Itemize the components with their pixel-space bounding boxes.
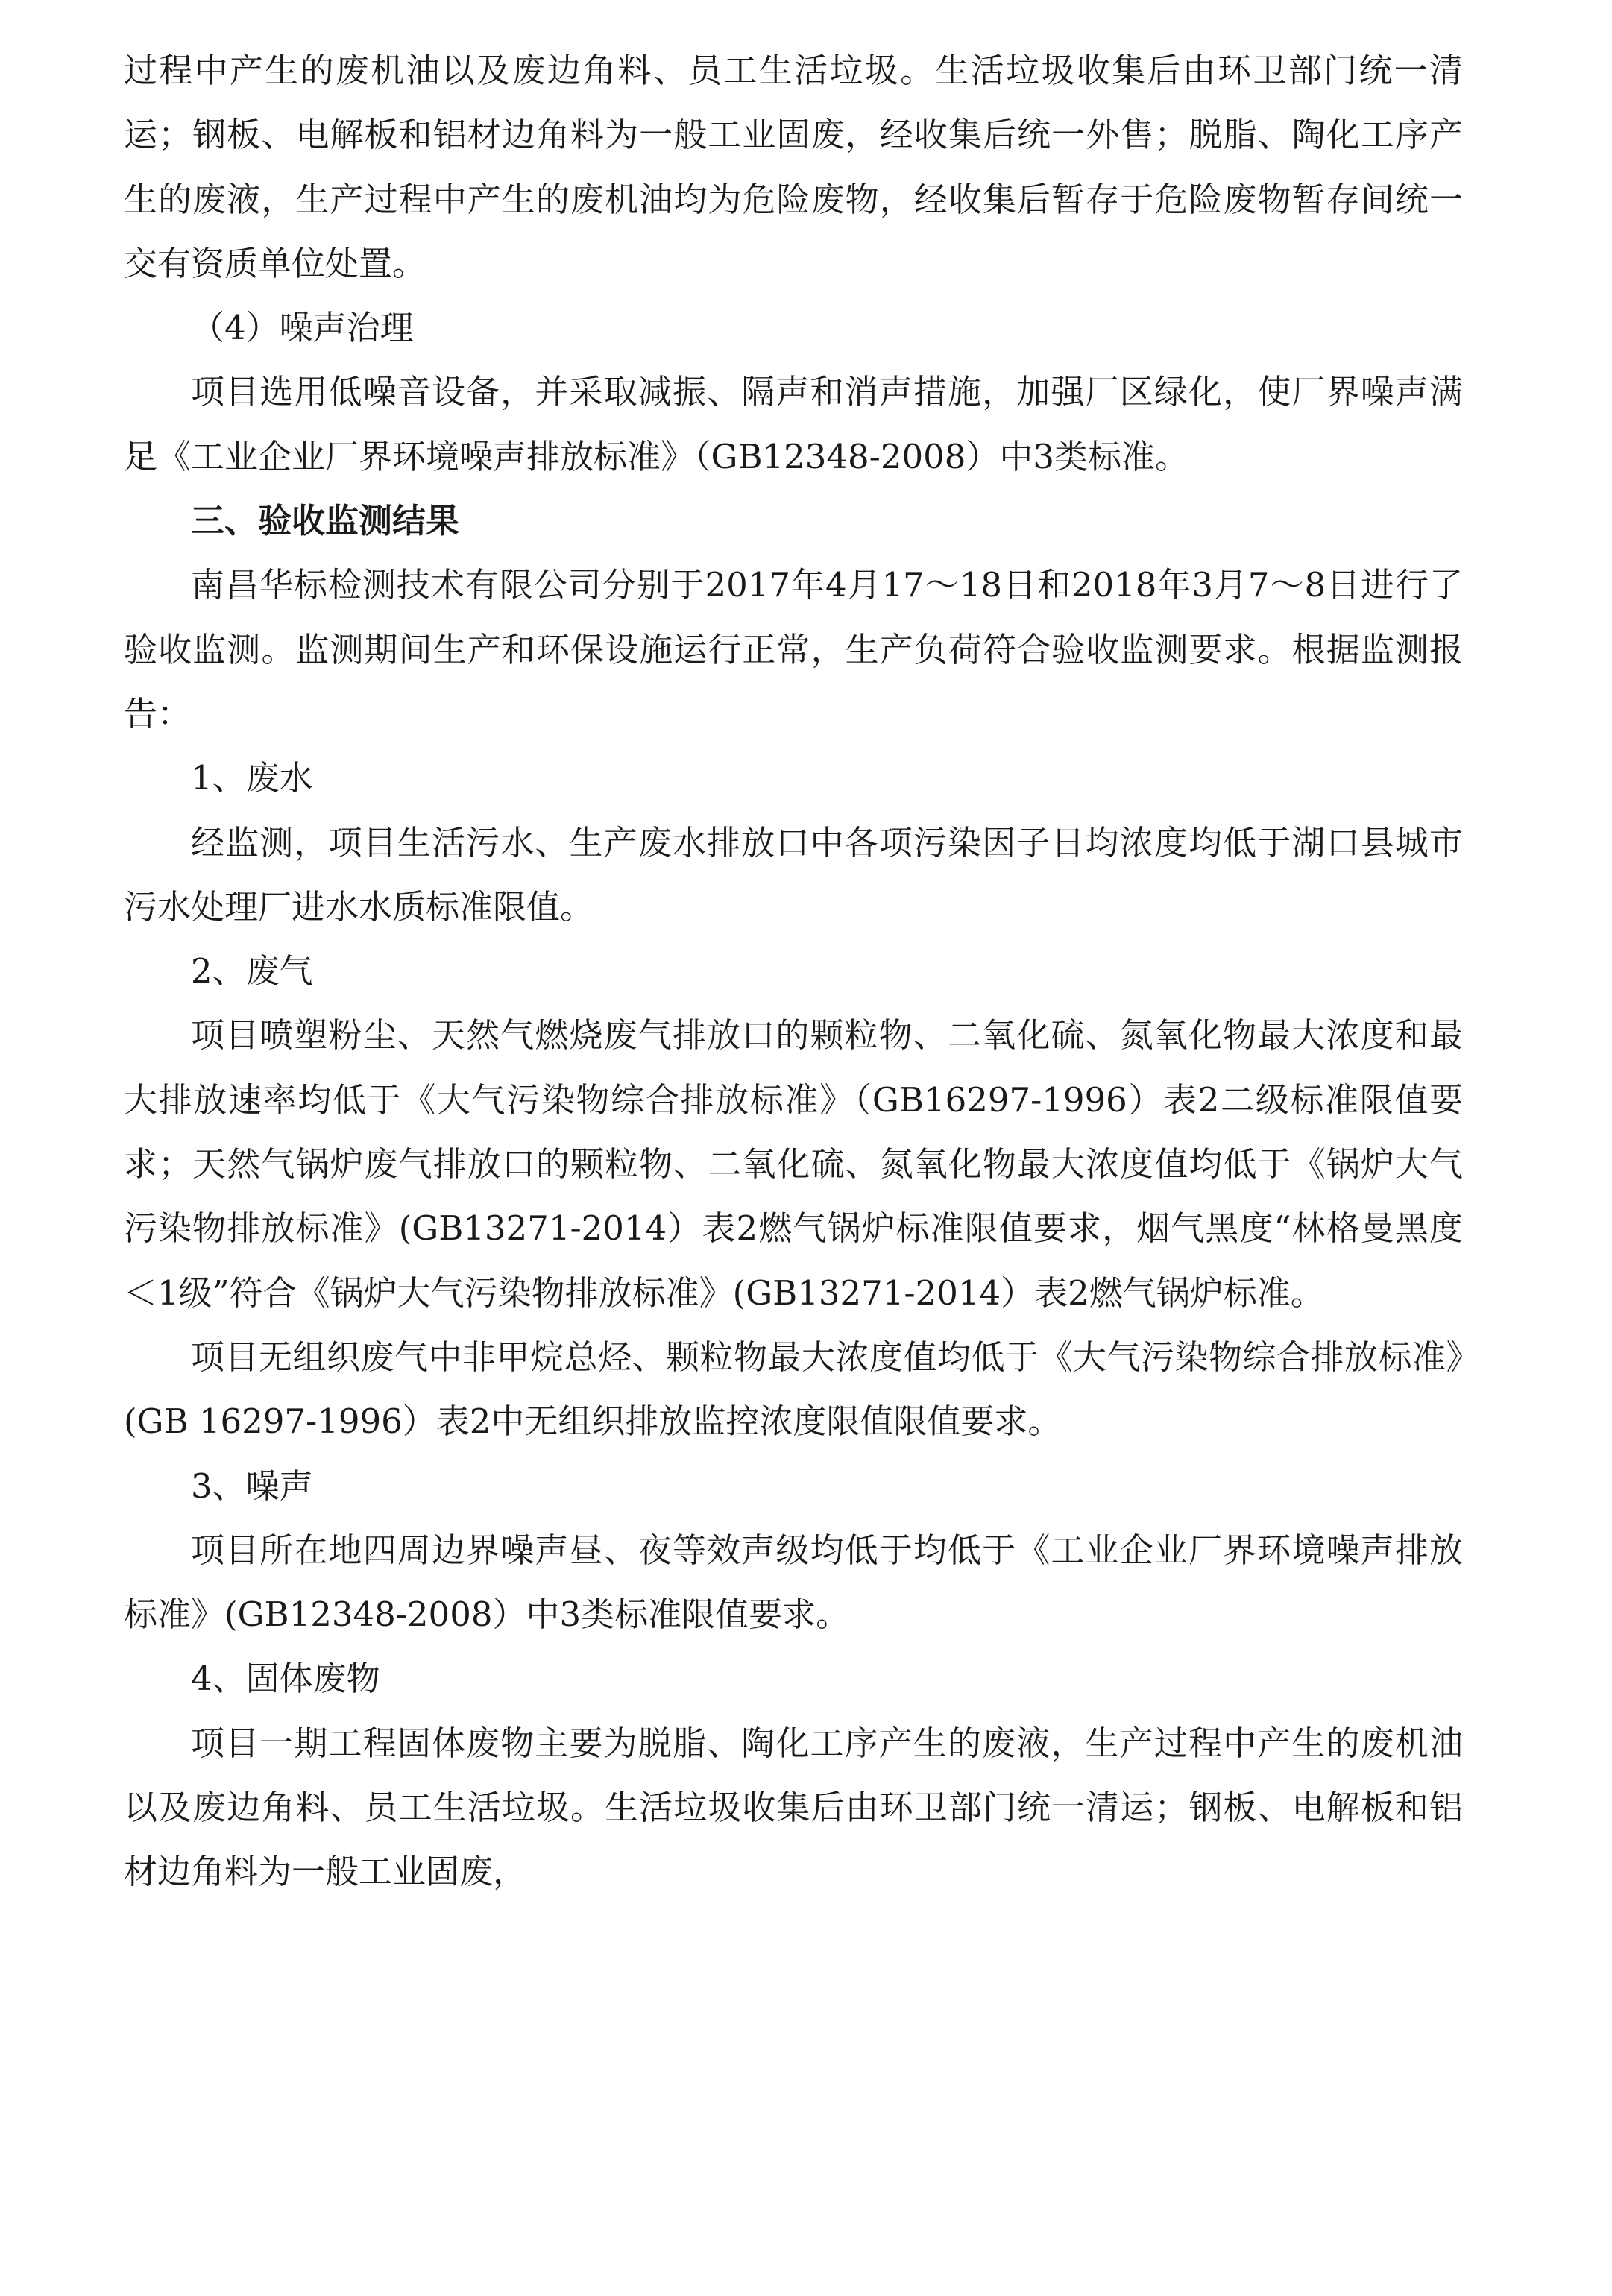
heading-wastewater: 1、废水 bbox=[191, 758, 313, 798]
paragraph-noise-control: 项目选用低噪音设备，并采取减振、隔声和消声措施，加强厂区绿化，使厂界噪声满足《工业企业厂界环境噪声排放标准》（GB12348-2008）中3类标准。 bbox=[124, 372, 1463, 476]
paragraph-monitoring-intro: 南昌华标检测技术有限公司分别于2017年4月17～18日和2018年3月7～8日进行了验收监测。监测期间生产和环保设施运行正常，生产负荷符合验收监测要求。根据监测报告： bbox=[124, 565, 1463, 734]
heading-noise: 3、噪声 bbox=[191, 1466, 313, 1506]
paragraph-wastewater: 经监测，项目生活污水、生产废水排放口中各项污染因子日均浓度均低于湖口县城市污水处理厂进水水质标准限值。 bbox=[124, 822, 1463, 927]
paragraph-waste-gas-unorganized: 项目无组织废气中非甲烷总烃、颗粒物最大浓度值均低于《大气污染物综合排放标准》(GB 16297-1996）表2中无组织排放监控浓度限值限值要求。 bbox=[124, 1337, 1463, 1442]
heading-noise-control: （4）噪声治理 bbox=[191, 308, 414, 348]
section-heading-monitoring-results: 三、验收监测结果 bbox=[191, 501, 460, 541]
heading-waste-gas: 2、废气 bbox=[191, 951, 313, 991]
heading-solid-waste: 4、固体废物 bbox=[191, 1659, 380, 1699]
paragraph-solid-waste: 项目一期工程固体废物主要为脱脂、陶化工序产生的废液，生产过程中产生的废机油以及废边角料、员工生活垃圾。生活垃圾收集后由环卫部门统一清运；钢板、电解板和铝材边角料为一般工业固废， bbox=[124, 1723, 1463, 1892]
paragraph-waste-gas-organized: 项目喷塑粉尘、天然气燃烧废气排放口的颗粒物、二氧化硫、氮氧化物最大浓度和最大排放速率均低于《大气污染物综合排放标准》（GB16297-1996）表2二级标准限值要求；天然气锅炉废气排放口的颗粒物、二氧化硫、氮氧化物最大浓度值均低于《锅炉大气污染物排放标准》(GB13271-2014）表2燃气锅炉标准限值要求，烟气黑度“林格曼黑度＜1级”符合《锅炉大气污染物排放标准》(GB13271-2014）表2燃气锅炉标准。 bbox=[124, 1015, 1463, 1313]
paragraph-noise: 项目所在地四周边界噪声昼、夜等效声级均低于均低于《工业企业厂界环境噪声排放标准》(GB12348-2008）中3类标准限值要求。 bbox=[124, 1530, 1463, 1635]
paragraph-continued-solid-waste: 过程中产生的废机油以及废边角料、员工生活垃圾。生活垃圾收集后由环卫部门统一清运；钢板、电解板和铝材边角料为一般工业固废，经收集后统一外售；脱脂、陶化工序产生的废液，生产过程中产生的废机油均为危险废物，经收集后暂存于危险废物暂存间统一交有资质单位处置。 bbox=[124, 51, 1463, 283]
